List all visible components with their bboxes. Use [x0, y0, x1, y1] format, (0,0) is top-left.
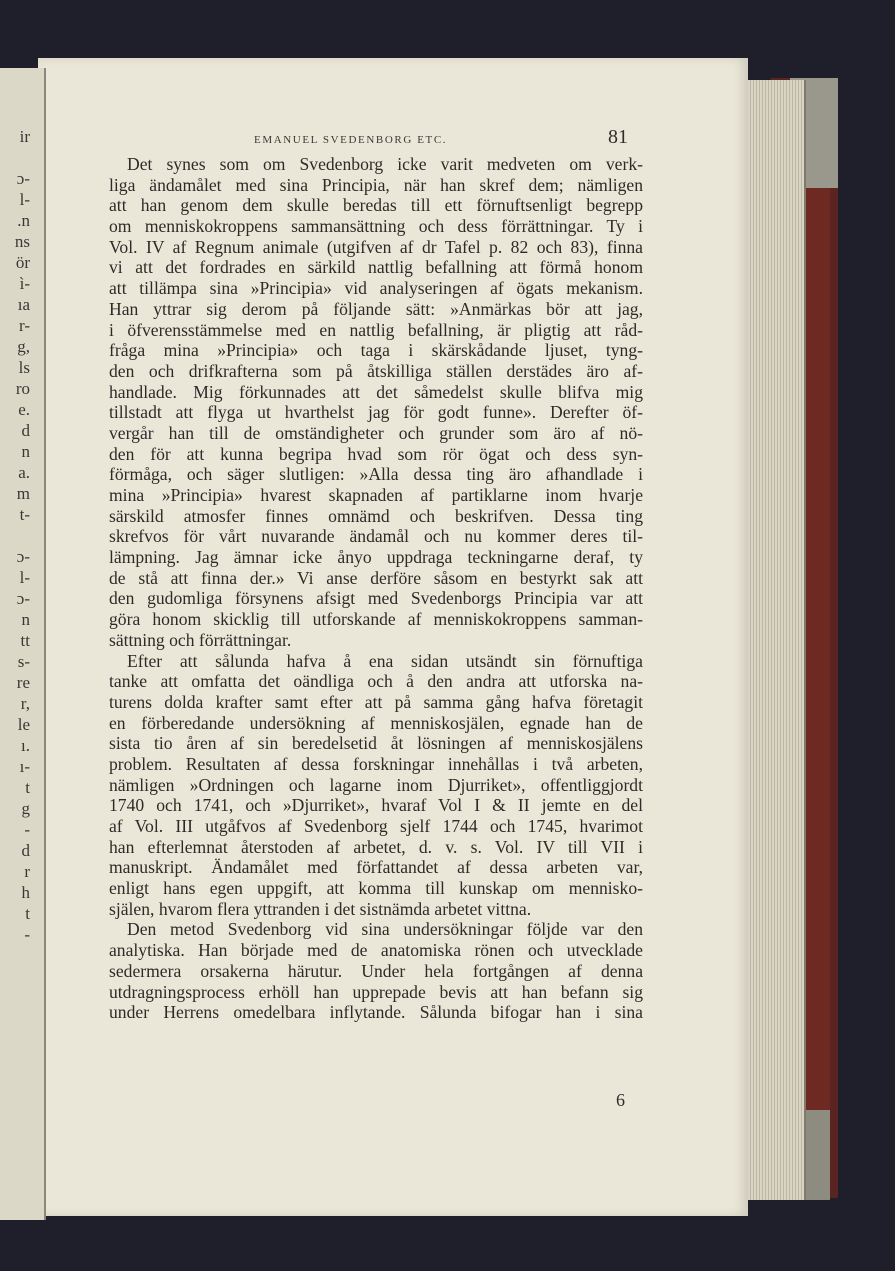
facing-page-text-fragment: m [16, 484, 30, 503]
text-line: analytiska. Han började med de anatomiska rönen och utvecklade [109, 940, 643, 961]
facing-page-text-fragment: l- [19, 190, 30, 209]
text-line: Det synes som om Svedenborg icke varit medveten om verk- [127, 154, 643, 174]
text-line: sättning och förrättningar. [109, 629, 292, 650]
facing-page-edge [0, 68, 46, 1220]
facing-page-text-fragment: ı. [21, 736, 30, 755]
facing-page-text-fragment: n [21, 442, 30, 461]
facing-page-text-fragment: r, [20, 694, 30, 713]
facing-page-text-fragment: s- [17, 652, 30, 671]
facing-page-text-fragment: r [24, 862, 30, 881]
text-line: sedermera orsakerna härutur. Under hela fortgången af denna [109, 960, 643, 981]
paragraph [109, 154, 643, 651]
text-line: skrefvos för vårt nuvarande ändamål och nu kommer deres til- [109, 526, 643, 547]
text-line: under Herrens omedelbara inflytande. Sålunda bifogar han i sina [109, 1002, 643, 1023]
text-line: att tillämpa sina »Principia» vid analyseringen af ögats mekanism. [109, 278, 643, 299]
text-line: tillstadt att flyga ut hvarthelst jag för godt funne». Derefter öf- [109, 402, 643, 423]
facing-page-text-fragment: d [21, 421, 30, 440]
facing-page-text-fragment: ɔ- [16, 589, 30, 608]
facing-page-text-fragment: tt [20, 631, 30, 650]
text-line: förmåga, och säger slutligen: »Alla dessa ting äro afhandlade i [109, 464, 643, 485]
facing-page-text-fragment: l- [19, 568, 30, 587]
facing-page-text-fragment: ör [15, 253, 30, 272]
text-line: om menniskokroppens sammansättning och dess förrättningar. Ty i [109, 216, 643, 237]
text-line: i öfverensstämmelse med en nattlig befallning, är pligtig att råd- [109, 319, 643, 340]
facing-page-text-fragment: ı- [19, 757, 30, 776]
paragraph [109, 919, 643, 1022]
facing-page-text-fragment: ɔ- [16, 547, 30, 566]
page-number: 81 [608, 126, 628, 148]
facing-page-text-fragment: ɔ- [16, 169, 30, 188]
facing-page-text-fragment: re [16, 673, 30, 692]
facing-page-text-fragment: - [24, 925, 30, 944]
text-line: särskild atmosfer finnes omnämd och beskrifven. Dessa ting [109, 505, 643, 526]
paragraph [109, 651, 643, 920]
text-line: problem. Resultaten af dessa forskningar innehållas i två arbeten, [109, 753, 643, 774]
facing-page-text-fragment: e. [18, 400, 30, 419]
text-line: utdragningsprocess erhöll han upprepade bevis att han befann sig [109, 981, 643, 1002]
facing-page-text-fragment: le [17, 715, 30, 734]
text-line: af Vol. III utgåfvos af Svedenborg sjelf 1744 och 1745, hvarimot [109, 816, 643, 836]
facing-page-text-fragment: ns [14, 232, 30, 251]
text-line: den gudomliga försynens afsigt med Svedenborgs Principia var att [109, 588, 643, 609]
text-line: liga ändamålet med sina Principia, när han skref dem; nämligen [109, 174, 643, 195]
facing-page-text-fragment: ì- [19, 274, 30, 293]
text-line: en förberedande undersökning af menniskosjälen, egnade han de [109, 712, 643, 733]
text-line: Den metod Svedenborg vid sina undersökningar följde var den [127, 919, 643, 940]
facing-page-text-fragment: g [21, 799, 30, 818]
text-line: Han yttrar sig derom på följande sätt: »Anmärkas bör att jag, [109, 298, 643, 319]
facing-page-text-fragment: t [25, 778, 30, 797]
text-line: Vol. IV af Regnum animale (utgifven af dr Tafel p. 82 och 83), finna [109, 236, 643, 257]
facing-page-text-fragment: a. [18, 463, 30, 482]
facing-page-text-fragment: n [21, 610, 30, 629]
text-line: mina »Principia» hvarest skapnaden af partiklarne inom hvarje [109, 485, 643, 505]
text-line: manuskript. Ändamålet med författandet af dessa arbeten var, [109, 857, 643, 878]
text-line: själen, hvarom flera yttranden i det sistnämda arbetet vittna. [109, 898, 532, 919]
facing-page-text-fragment: ir [19, 127, 30, 146]
facing-page-text-fragment: - [24, 820, 30, 839]
facing-page-text-fragment: r- [19, 316, 30, 335]
text-line: turens dolda krafter samt efter att på samma gång hafva företagit [109, 691, 643, 712]
facing-page-text-fragment: t- [19, 505, 30, 524]
facing-page-text-fragment: ro [15, 379, 30, 398]
text-line: 1740 och 1741, och »Djurriket», hvaraf Vol I & II jemte en del [109, 795, 643, 816]
text-line: de stå att finna der.» Vi anse derföre såsom en bestyrkt sak att [109, 567, 643, 588]
text-line: enligt hans egen uppgift, att komma till kunskap om mennisko- [109, 878, 643, 899]
running-title: EMANUEL SVEDENBORG ETC. [254, 134, 448, 146]
facing-page-text-fragment: h [21, 883, 30, 902]
facing-page-text-fragment: .n [17, 211, 30, 230]
text-line: göra honom skicklig till utforskande af menniskokroppens samman- [109, 609, 643, 630]
text-line: den för att kunna begripa hvad som rör ögat och dess syn- [109, 443, 643, 464]
text-line: han efterlemnat återstoden af arbetet, d. v. s. Vol. IV till VII i [109, 836, 643, 857]
facing-page-text-fragment: ıa [17, 295, 30, 314]
text-line: fråga mina »Principia» och taga i skärskådande ljuset, tyng- [109, 340, 643, 361]
facing-page-text-fragment: d [21, 841, 30, 860]
facing-page-text-fragment: g, [17, 337, 30, 356]
text-line: Efter att sålunda hafva å ena sidan utsändt sin förnuftiga [127, 650, 643, 671]
text-line: den och drifkrafterna som på åtskilliga ställen derstädes äro af- [109, 360, 643, 381]
text-line: vi att det fordrades en särkild nattlig befallning att förmå honom [109, 257, 643, 278]
book-page [38, 58, 748, 1216]
facing-page-text-fragment: t [25, 904, 30, 923]
text-line: nämligen »Ordningen och lagarne inom Djurriket», offentliggjordt [109, 774, 643, 795]
signature-mark: 6 [616, 1090, 625, 1110]
page-edges [742, 80, 806, 1200]
text-line: vergår han till de omständigheter och grunder som äro af nö- [109, 422, 643, 443]
text-line: lämpning. Jag ämnar icke ånyo uppdraga teckningarne deraf, ty [109, 547, 643, 568]
text-line: att han genom dem skulle beredas till ett förnuftsenligt begrepp [109, 195, 643, 216]
facing-page-text-fragment: ls [18, 358, 30, 377]
text-line: tanke att omfatta det oändliga och å den andra att utforska na- [109, 671, 643, 692]
page-body [109, 154, 643, 1023]
text-line: sista tio åren af sin beredelsetid åt lösningen af menniskosjälens [109, 733, 643, 754]
text-line: handlade. Mig förkunnades att det såmedelst skulle blifva mig [109, 381, 643, 402]
